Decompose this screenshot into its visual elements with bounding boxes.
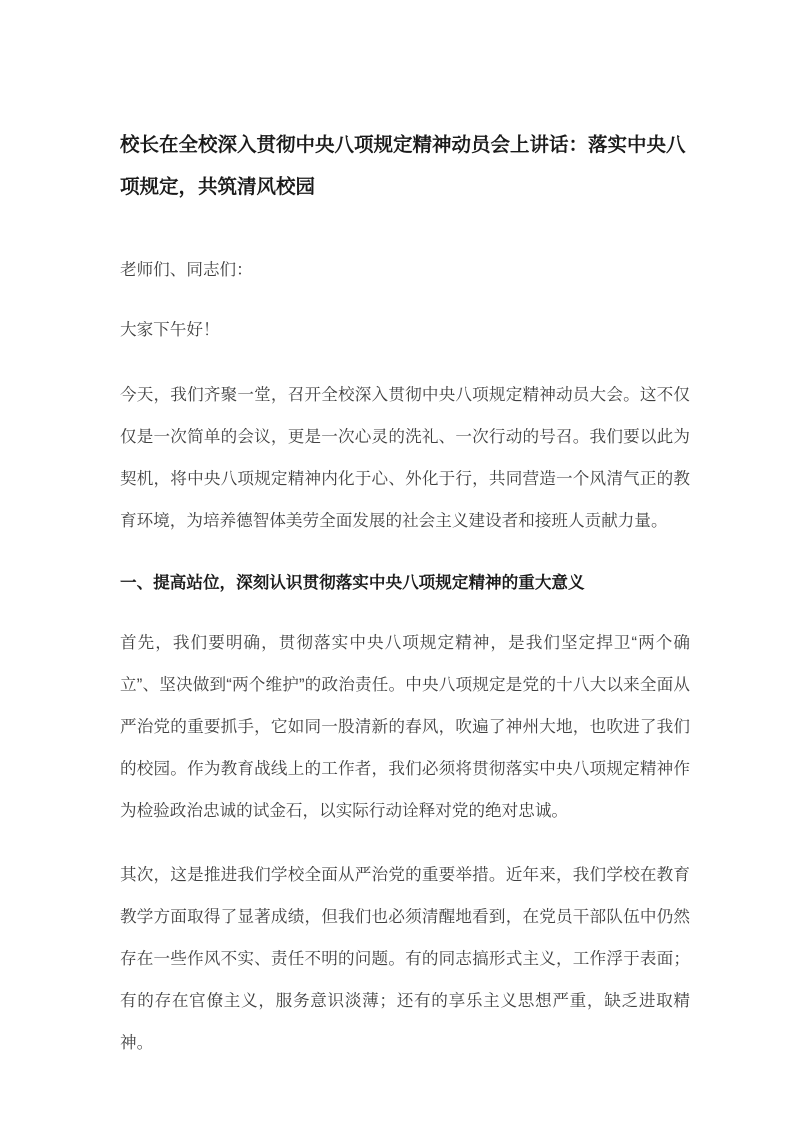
document-title: 校长在全校深入贯彻中央八项规定精神动员会上讲话：落实中央八项规定，共筑清风校园 (120, 134, 686, 198)
section-1-heading: 一、提高站位，深刻认识贯彻落实中央八项规定精神的重大意义 (120, 573, 585, 592)
section-1-paragraph-2: 其次，这是推进我们学校全面从严治党的重要举措。近年来，我们学校在教育教学方面取得了显著成绩，但我们也必须清醒地看到，在党员干部队伍中仍然存在一些作风不实、责任不明的问题。有的同志搞形式主义，工作浮于表面；有的存在官僚主义，服务意识淡薄；还有的享乐主义思想严重，缺乏进取精神。 (120, 865, 690, 1052)
intro-paragraph: 今天，我们齐聚一堂，召开全校深入贯彻中央八项规定精神动员大会。这不仅仅是一次简单的会议，更是一次心灵的洗礼、一次行动的号召。我们要以此为契机，将中央八项规定精神内化于心、外化于行，共同营造一个风清气正的教育环境，为培养德智体美劳全面发展的社会主义建设者和接班人贡献力量。 (120, 385, 690, 530)
section-1-paragraph-1: 首先，我们要明确，贯彻落实中央八项规定精神，是我们坚定捍卫“两个确立”、坚决做到“两个维护”的政治责任。中央八项规定是党的十八大以来全面从严治党的重要抓手，它如同一股清新的春风，吹遍了神州大地，也吹进了我们的校园。作为教育战线上的工作者，我们必须将贯彻落实中央八项规定精神作为检验政治忠诚的试金石，以实际行动诠释对党的绝对忠诚。 (120, 633, 690, 820)
salutation-line: 老师们、同志们： (120, 260, 253, 279)
greeting-line: 大家下午好！ (120, 320, 220, 339)
